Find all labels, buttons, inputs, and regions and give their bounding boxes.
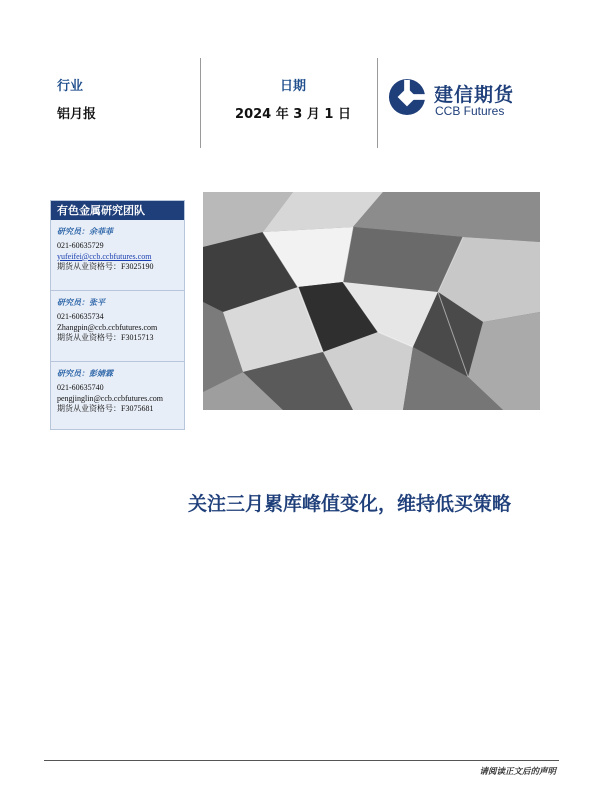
report-type: 铝月报: [57, 107, 97, 122]
ccb-logo-icon: [388, 78, 426, 116]
analyst-license: 期货从业资格号：F3025190: [57, 262, 154, 271]
report-title: 关注三月累库峰值变化，维持低买策略: [188, 493, 512, 515]
research-team-panel: [50, 200, 185, 430]
analyst-card: [51, 291, 184, 362]
analyst-phone: 021-60635740: [57, 383, 104, 392]
logo-en-text: CCB Futures: [435, 104, 505, 118]
aluminum-foil-image: [203, 192, 540, 410]
header-divider-left: [200, 58, 201, 148]
date-block: [228, 78, 358, 124]
logo-cn-text: 建信期货: [434, 84, 515, 106]
analyst-card: [51, 220, 184, 291]
team-title: 有色金属研究团队: [51, 201, 184, 220]
crumpled-foil-graphic: [203, 192, 540, 410]
industry-label: 行业: [57, 79, 84, 94]
analyst-name: 研究员：余菲菲: [57, 227, 113, 236]
disclaimer-note: 请阅读正文后的声明: [479, 767, 556, 777]
date-value: 2024 年 3 月 1 日: [235, 107, 351, 122]
footer-divider: [44, 760, 559, 761]
analyst-card: [51, 362, 184, 433]
company-logo: [388, 78, 558, 120]
analyst-email: Zhangpin@ccb.ccbfutures.com: [57, 322, 158, 332]
header-divider-right: [377, 58, 378, 148]
analyst-license: 期货从业资格号：F3015713: [57, 333, 154, 342]
date-label: 日期: [279, 79, 306, 94]
analyst-name: 研究员：张平: [57, 298, 105, 307]
analyst-phone: 021-60635729: [57, 241, 104, 250]
analyst-email-link[interactable]: yufeifei@ccb.ccbfutures.com: [57, 251, 152, 261]
analyst-email: pengjinglin@ccb.ccbfutures.com: [57, 393, 163, 403]
analyst-name: 研究员：彭婧霖: [57, 369, 113, 378]
analyst-phone: 021-60635734: [57, 312, 104, 321]
analyst-license: 期货从业资格号：F3075681: [57, 404, 154, 413]
industry-block: [57, 78, 96, 124]
